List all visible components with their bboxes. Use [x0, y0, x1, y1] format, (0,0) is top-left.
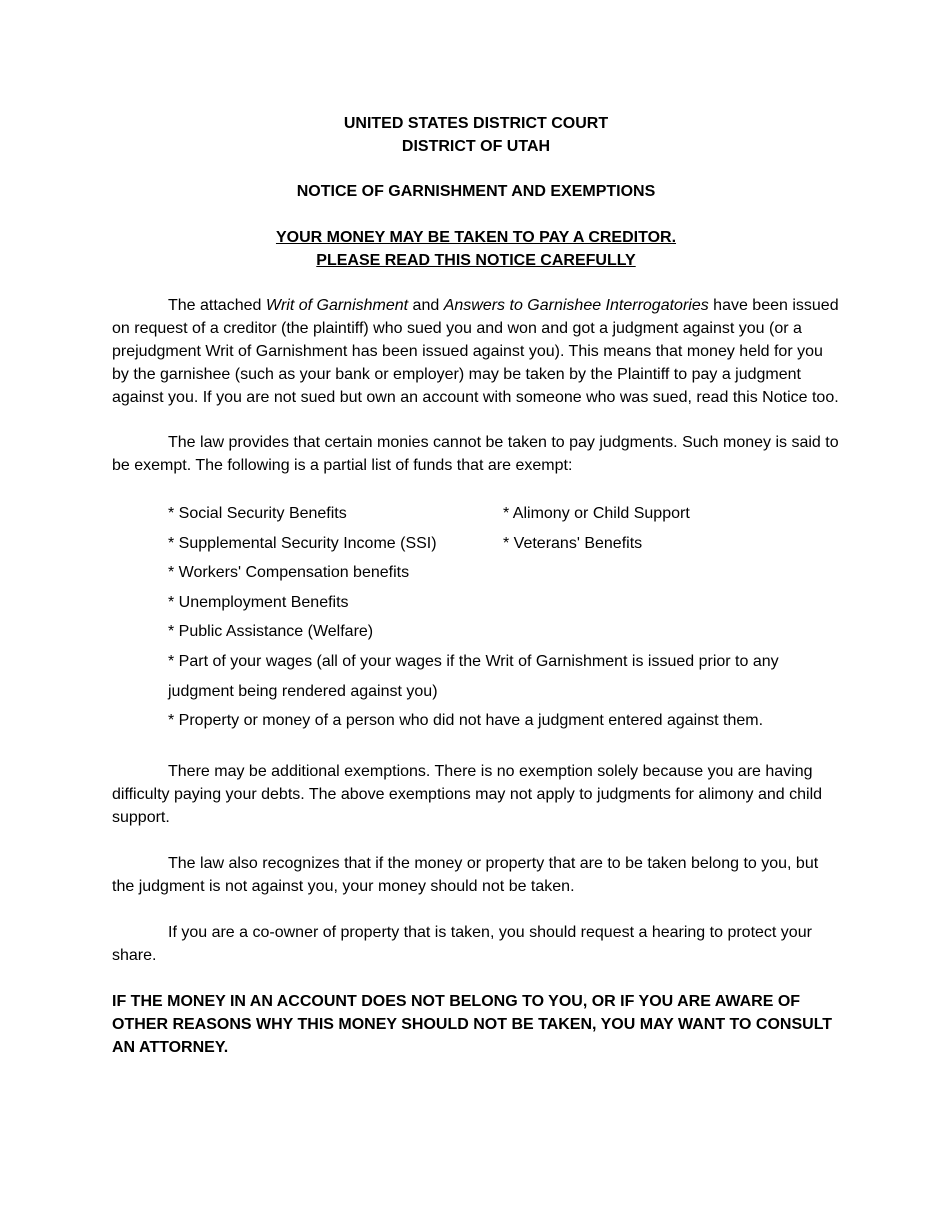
list-item: * Social Security Benefits: [168, 505, 347, 522]
list-item: * Workers' Compensation benefits: [168, 564, 410, 582]
warning-line-1: YOUR MONEY MAY BE TAKEN TO PAY A CREDITOR.: [275, 229, 677, 246]
exemption-list: [168, 499, 840, 736]
warning-line-2: PLEASE READ THIS NOTICE CAREFULLY: [316, 252, 636, 269]
co-owner-paragraph: If you are a co-owner of property that is taken, you should request a hearing to protect your share.: [112, 923, 812, 964]
court-heading: [112, 112, 840, 158]
attorney-warning: IF THE MONEY IN AN ACCOUNT DOES NOT BELONG TO YOU, OR IF YOU ARE AWARE OF OTHER REASONS WHY THIS MONEY SHOULD NOT BE TAKEN, YOU MAY WANT TO CONSULT AN ATTORNEY.: [112, 992, 833, 1056]
list-item: * Part of your wages (all of your wages if the Writ of Garnishment is issued prior to any judgment being rendered against you): [168, 652, 779, 700]
intro-text-1: The attached: [168, 297, 266, 314]
notice-title: NOTICE OF GARNISHMENT AND EXEMPTIONS: [296, 183, 656, 200]
exempt-intro-paragraph: The law provides that certain monies cannot be taken to pay judgments. Such money is said to be exempt. The following is a partial list of funds that are exempt:: [112, 434, 839, 474]
court-name: UNITED STATES DISTRICT COURT: [343, 115, 609, 132]
exemption-row: [168, 499, 840, 529]
intro-paragraph: [112, 294, 840, 409]
ownership-paragraph: The law also recognizes that if the money or property that are to be taken belong to you, but the judgment is not against you, your money should not be taken.: [112, 854, 819, 895]
list-item: * Property or money of a person who did not have a judgment entered against them.: [168, 712, 764, 730]
list-item: * Veterans' Benefits: [503, 534, 643, 552]
list-item: * Supplemental Security Income (SSI): [168, 534, 437, 552]
list-item: * Unemployment Benefits: [168, 593, 349, 611]
intro-text-2: and: [408, 297, 444, 314]
document-page: [112, 112, 840, 1059]
list-item: * Public Assistance (Welfare): [168, 623, 374, 641]
list-item: * Alimony or Child Support: [503, 505, 690, 522]
intro-text-3: have been issued on request of a creditor (the plaintiff) who sued you and won and got a judgment against you (or a prejudgment Writ of Garnishment has been issued against you). This means that money held for you by the garnishee (such as your bank or employer) may be taken by the Plaintiff to pay a judgment against you. If you are not sued but own an account with someone who was sued, read this Notice too.: [112, 297, 839, 406]
court-district: DISTRICT OF UTAH: [401, 138, 551, 155]
exemption-row: [168, 529, 840, 559]
additional-exemptions-paragraph: There may be additional exemptions. There is no exemption solely because you are having difficulty paying your debts. The above exemptions may not apply to judgments for alimony and child support.: [112, 762, 823, 826]
answers-interrogatories-term: Answers to Garnishee Interrogatories: [443, 297, 709, 314]
warning-heading: [112, 226, 840, 272]
writ-of-garnishment-term: Writ of Garnishment: [265, 297, 409, 314]
